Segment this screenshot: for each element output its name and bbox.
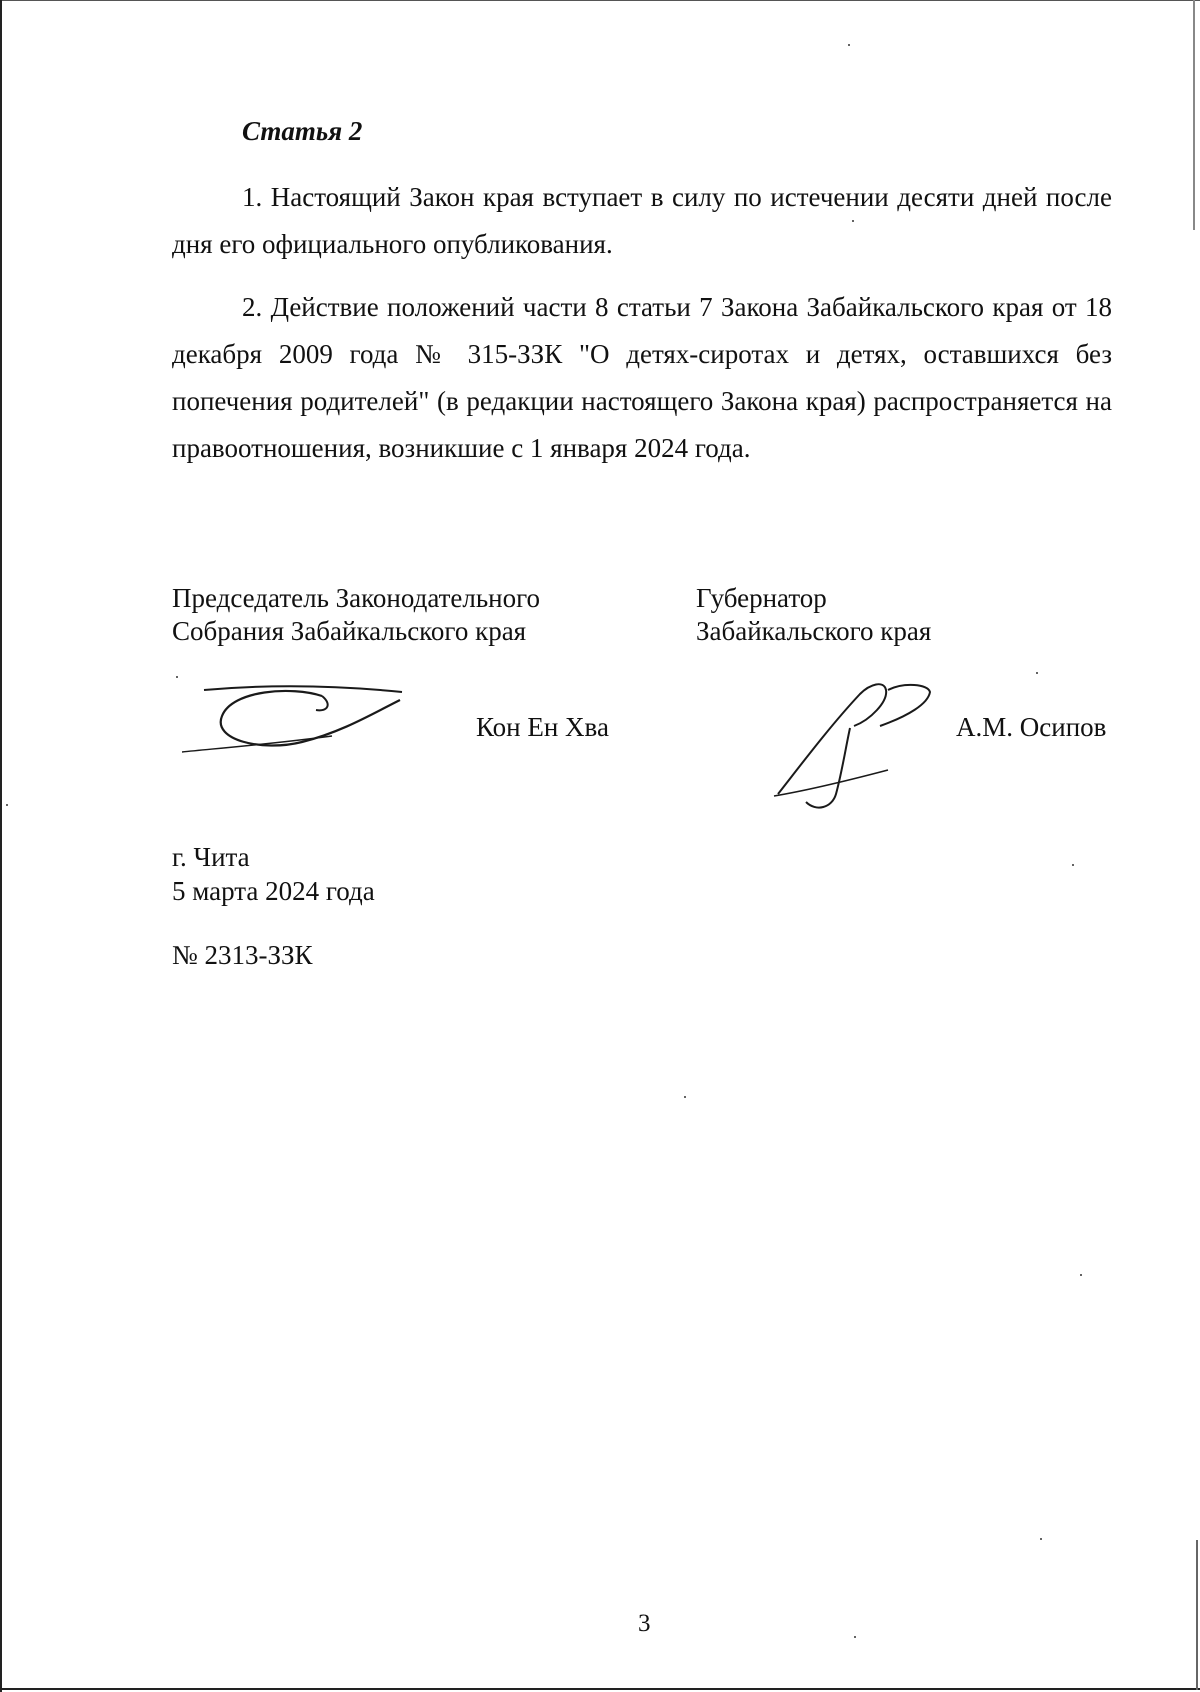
governor-title [696,582,931,648]
scan-speck [6,804,8,806]
scan-edge-right-lower [1196,1540,1198,1690]
scan-speck [176,676,178,678]
scan-speck [1072,864,1074,866]
scan-edge-right [1193,0,1195,230]
scan-speck [854,1636,856,1638]
scan-edge-left [0,0,2,1692]
signing-date: 5 марта 2024 года [172,876,375,906]
chairman-title-line-2: Собрания Забайкальского края [172,616,527,646]
scan-speck [1040,1538,1042,1540]
scan-speck [1036,672,1038,674]
governor-title-line-1: Губернатор [696,583,827,613]
governor-signature-icon [770,676,940,811]
chairman-name: Кон Ен Хва [476,712,609,742]
article-title: Статья 2 [242,116,363,146]
chairman-title [172,582,540,648]
page-number: 3 [638,1610,651,1637]
article-paragraph-2: 2. Действие положений части 8 статьи 7 Закона Забайкальского края от 18 декабря 2009 года № 315-ЗЗК "О детях-сиротах и детях, оставшихся без попечения родителей" (в редакции настоящего Закона края) распространяется на правоотношения, возникшие с 1 января 2024 года. [172,292,1112,463]
governor-title-line-2: Забайкальского края [696,616,932,646]
scan-speck [852,220,854,222]
law-number: № 2313-ЗЗК [172,940,313,970]
scan-edge-bottom [0,1688,1200,1690]
article-paragraph-1: 1. Настоящий Закон края вступает в силу по истечении десяти дней после дня его официального опубликования. [172,182,1112,259]
scan-speck [1080,1274,1082,1276]
chairman-signature-icon [182,678,412,768]
governor-name: А.М. Осипов [956,712,1107,742]
signing-place: г. Чита [172,842,250,872]
chairman-title-line-1: Председатель Законодательного [172,583,541,613]
scan-speck [684,1096,686,1098]
scan-speck [848,44,850,46]
scan-edge-top [0,0,1200,1]
